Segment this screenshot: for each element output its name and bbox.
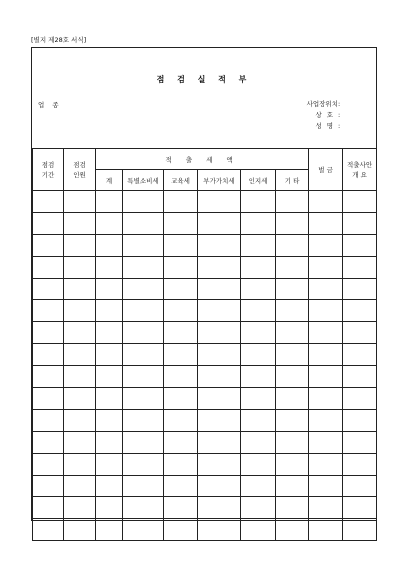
table-cell[interactable]: [123, 234, 164, 256]
table-cell[interactable]: [123, 409, 164, 431]
table-cell[interactable]: [96, 256, 123, 278]
owner-name-label: 성명: [315, 122, 338, 130]
table-cell[interactable]: [309, 191, 343, 213]
table-row: [33, 519, 377, 541]
table-cell[interactable]: [33, 409, 64, 431]
table-cell[interactable]: [33, 191, 64, 213]
table-cell[interactable]: [33, 234, 64, 256]
table-cell[interactable]: [343, 519, 377, 541]
table-cell[interactable]: [64, 234, 96, 256]
table-row: [33, 497, 377, 519]
table-row: [33, 344, 377, 366]
table-cell[interactable]: [343, 453, 377, 475]
table-cell[interactable]: [123, 519, 164, 541]
table-cell[interactable]: [198, 344, 241, 366]
table-cell[interactable]: [64, 431, 96, 453]
table-cell[interactable]: [198, 212, 241, 234]
sub-header-vat: 부가가치세: [198, 170, 241, 191]
form-header: [32, 48, 376, 149]
table-cell[interactable]: [276, 191, 309, 213]
table-cell[interactable]: [241, 191, 276, 213]
table-cell[interactable]: [164, 519, 198, 541]
table-cell[interactable]: [343, 256, 377, 278]
table-cell[interactable]: [343, 344, 377, 366]
table-cell[interactable]: [309, 497, 343, 519]
table-cell[interactable]: [198, 519, 241, 541]
table-cell[interactable]: [343, 300, 377, 322]
table-cell[interactable]: [164, 234, 198, 256]
table-cell[interactable]: [33, 388, 64, 410]
table-cell[interactable]: [64, 300, 96, 322]
table-cell[interactable]: [123, 475, 164, 497]
table-cell[interactable]: [343, 388, 377, 410]
table-cell[interactable]: [198, 475, 241, 497]
table-row: [33, 475, 377, 497]
table-cell[interactable]: [96, 475, 123, 497]
table-cell[interactable]: [123, 388, 164, 410]
table-cell[interactable]: [64, 344, 96, 366]
table-cell[interactable]: [309, 344, 343, 366]
table-cell[interactable]: [309, 366, 343, 388]
table-cell[interactable]: [276, 300, 309, 322]
table-cell[interactable]: [309, 300, 343, 322]
table-cell[interactable]: [64, 409, 96, 431]
business-info: [286, 99, 344, 132]
table-cell[interactable]: [309, 475, 343, 497]
table-cell[interactable]: [309, 278, 343, 300]
table-cell[interactable]: [164, 344, 198, 366]
table-cell[interactable]: [276, 234, 309, 256]
table-cell[interactable]: [164, 322, 198, 344]
table-cell[interactable]: [241, 344, 276, 366]
table-cell[interactable]: [96, 497, 123, 519]
table-cell[interactable]: [64, 366, 96, 388]
table-row: [33, 409, 377, 431]
table-cell[interactable]: [198, 497, 241, 519]
table-cell[interactable]: [276, 497, 309, 519]
owner-name-row: [286, 121, 344, 132]
business-location-colon: :: [338, 100, 341, 108]
table-cell[interactable]: [198, 388, 241, 410]
table-cell[interactable]: [164, 475, 198, 497]
table-row: [33, 300, 377, 322]
owner-name-colon: :: [338, 122, 341, 130]
table-cell[interactable]: [33, 278, 64, 300]
table-cell[interactable]: [241, 519, 276, 541]
table-cell[interactable]: [64, 388, 96, 410]
table-cell[interactable]: [96, 366, 123, 388]
table-cell[interactable]: [96, 409, 123, 431]
table-cell[interactable]: [276, 453, 309, 475]
table-cell[interactable]: [198, 409, 241, 431]
staff-header: [64, 149, 96, 191]
table-cell[interactable]: [241, 453, 276, 475]
table-cell[interactable]: [198, 300, 241, 322]
table-cell[interactable]: [276, 475, 309, 497]
table-cell[interactable]: [164, 256, 198, 278]
period-header-line1: 점검: [41, 160, 55, 169]
table-cell[interactable]: [96, 344, 123, 366]
table-cell[interactable]: [241, 278, 276, 300]
form-number-label: [별지 제28호 서식]: [31, 36, 87, 44]
table-cell[interactable]: [276, 322, 309, 344]
table-cell[interactable]: [198, 191, 241, 213]
table-cell[interactable]: [123, 300, 164, 322]
reason-header-line1: 적출사안: [347, 160, 373, 169]
table-cell[interactable]: [33, 212, 64, 234]
table-cell[interactable]: [241, 497, 276, 519]
table-cell[interactable]: [96, 388, 123, 410]
table-cell[interactable]: [33, 322, 64, 344]
table-cell[interactable]: [343, 212, 377, 234]
sub-header-education-tax: 교육세: [164, 170, 198, 191]
table-cell[interactable]: [343, 497, 377, 519]
staff-header-line2: 인원: [73, 170, 86, 179]
table-cell[interactable]: [198, 278, 241, 300]
table-cell[interactable]: [164, 431, 198, 453]
table-cell[interactable]: [33, 300, 64, 322]
reason-header-line2: 개 요: [352, 170, 367, 179]
industry-label: 업 종: [38, 101, 62, 109]
table-cell[interactable]: [164, 278, 198, 300]
table-cell[interactable]: [276, 388, 309, 410]
table-cell[interactable]: [241, 256, 276, 278]
table-cell[interactable]: [64, 453, 96, 475]
trade-name-label: 상호: [315, 111, 338, 119]
table-cell[interactable]: [343, 322, 377, 344]
table-cell[interactable]: [276, 519, 309, 541]
table-row: [33, 453, 377, 475]
table-cell[interactable]: [276, 344, 309, 366]
table-cell[interactable]: [64, 497, 96, 519]
table-body: [33, 191, 377, 541]
table-cell[interactable]: [241, 212, 276, 234]
table-cell[interactable]: [96, 212, 123, 234]
table-cell[interactable]: [309, 519, 343, 541]
table-cell[interactable]: [276, 409, 309, 431]
table-cell[interactable]: [96, 453, 123, 475]
table-cell[interactable]: [241, 234, 276, 256]
table-cell[interactable]: [123, 322, 164, 344]
table-cell[interactable]: [241, 322, 276, 344]
table-cell[interactable]: [64, 475, 96, 497]
table-cell[interactable]: [241, 475, 276, 497]
table-cell[interactable]: [33, 497, 64, 519]
table-cell[interactable]: [64, 191, 96, 213]
table-cell[interactable]: [276, 431, 309, 453]
table-cell[interactable]: [123, 366, 164, 388]
table-cell[interactable]: [33, 453, 64, 475]
sub-header-special-consumption-tax: 특별소비세: [123, 170, 164, 191]
table-cell[interactable]: [309, 256, 343, 278]
table-cell[interactable]: [64, 322, 96, 344]
table-cell[interactable]: [33, 519, 64, 541]
table-cell[interactable]: [123, 212, 164, 234]
business-location-row: [286, 99, 344, 110]
table-row: [33, 234, 377, 256]
table-cell[interactable]: [309, 322, 343, 344]
table-cell[interactable]: [164, 191, 198, 213]
table-cell[interactable]: [343, 278, 377, 300]
detection-amount-header: 적 출 세 액: [96, 149, 309, 170]
table-row: [33, 212, 377, 234]
table-cell[interactable]: [343, 475, 377, 497]
table-cell[interactable]: [33, 475, 64, 497]
table-cell[interactable]: [309, 212, 343, 234]
table-cell[interactable]: [96, 322, 123, 344]
table-cell[interactable]: [96, 431, 123, 453]
table-cell[interactable]: [343, 366, 377, 388]
table-row: [33, 278, 377, 300]
table-cell[interactable]: [96, 234, 123, 256]
table-cell[interactable]: [198, 234, 241, 256]
table-cell[interactable]: [198, 322, 241, 344]
table-cell[interactable]: [123, 344, 164, 366]
table-cell[interactable]: [164, 366, 198, 388]
table-cell[interactable]: [276, 212, 309, 234]
table-cell[interactable]: [123, 497, 164, 519]
table-cell[interactable]: [241, 388, 276, 410]
penalty-header: 벌 금: [309, 149, 343, 191]
table-cell[interactable]: [241, 431, 276, 453]
table-cell[interactable]: [64, 256, 96, 278]
table-cell[interactable]: [309, 234, 343, 256]
table-cell[interactable]: [241, 409, 276, 431]
table-cell[interactable]: [96, 191, 123, 213]
table-cell[interactable]: [241, 300, 276, 322]
table-row: [33, 191, 377, 213]
inspection-record-form: [31, 47, 377, 521]
table-row: [33, 366, 377, 388]
table-cell[interactable]: [276, 366, 309, 388]
table-row: [33, 388, 377, 410]
table-cell[interactable]: [276, 278, 309, 300]
table-cell[interactable]: [123, 278, 164, 300]
table-cell[interactable]: [123, 453, 164, 475]
table-cell[interactable]: [309, 453, 343, 475]
table-cell[interactable]: [241, 366, 276, 388]
table-cell[interactable]: [33, 431, 64, 453]
table-cell[interactable]: [198, 431, 241, 453]
table-row: [33, 322, 377, 344]
table-cell[interactable]: [123, 256, 164, 278]
table-cell[interactable]: [343, 431, 377, 453]
table-cell[interactable]: [343, 409, 377, 431]
table-cell[interactable]: [198, 453, 241, 475]
table-cell[interactable]: [309, 409, 343, 431]
table-cell[interactable]: [123, 191, 164, 213]
table-cell[interactable]: [96, 278, 123, 300]
table-cell[interactable]: [343, 234, 377, 256]
trade-name-row: [286, 110, 344, 121]
table-cell[interactable]: [164, 409, 198, 431]
table-cell[interactable]: [343, 191, 377, 213]
table-cell[interactable]: [33, 344, 64, 366]
table-cell[interactable]: [33, 256, 64, 278]
table-cell[interactable]: [164, 388, 198, 410]
table-cell[interactable]: [164, 300, 198, 322]
table-cell[interactable]: [33, 366, 64, 388]
table-row: [33, 431, 377, 453]
period-header: [33, 149, 64, 191]
table-cell[interactable]: [198, 256, 241, 278]
table-cell[interactable]: [64, 278, 96, 300]
form-title: 점 검 실 적 부: [156, 75, 252, 84]
table-cell[interactable]: [309, 388, 343, 410]
table-cell[interactable]: [309, 431, 343, 453]
sub-header-stamp-tax: 인지세: [241, 170, 276, 191]
period-header-line2: 기간: [41, 170, 55, 179]
table-row: [33, 256, 377, 278]
trade-name-colon: :: [338, 111, 341, 119]
staff-header-line1: 점검: [73, 160, 86, 169]
business-location-label: 사업장위치: [306, 100, 338, 108]
table-cell[interactable]: [164, 497, 198, 519]
table-cell[interactable]: [64, 519, 96, 541]
sub-header-total: 계: [96, 170, 123, 191]
table-cell[interactable]: [164, 212, 198, 234]
sub-header-other: 기 타: [276, 170, 309, 191]
table-cell[interactable]: [164, 453, 198, 475]
table-cell[interactable]: [123, 431, 164, 453]
inspection-table: [32, 148, 377, 541]
table-cell[interactable]: [276, 256, 309, 278]
table-cell[interactable]: [64, 212, 96, 234]
table-cell[interactable]: [96, 300, 123, 322]
table-cell[interactable]: [96, 519, 123, 541]
reason-header: [343, 149, 377, 191]
table-cell[interactable]: [198, 366, 241, 388]
